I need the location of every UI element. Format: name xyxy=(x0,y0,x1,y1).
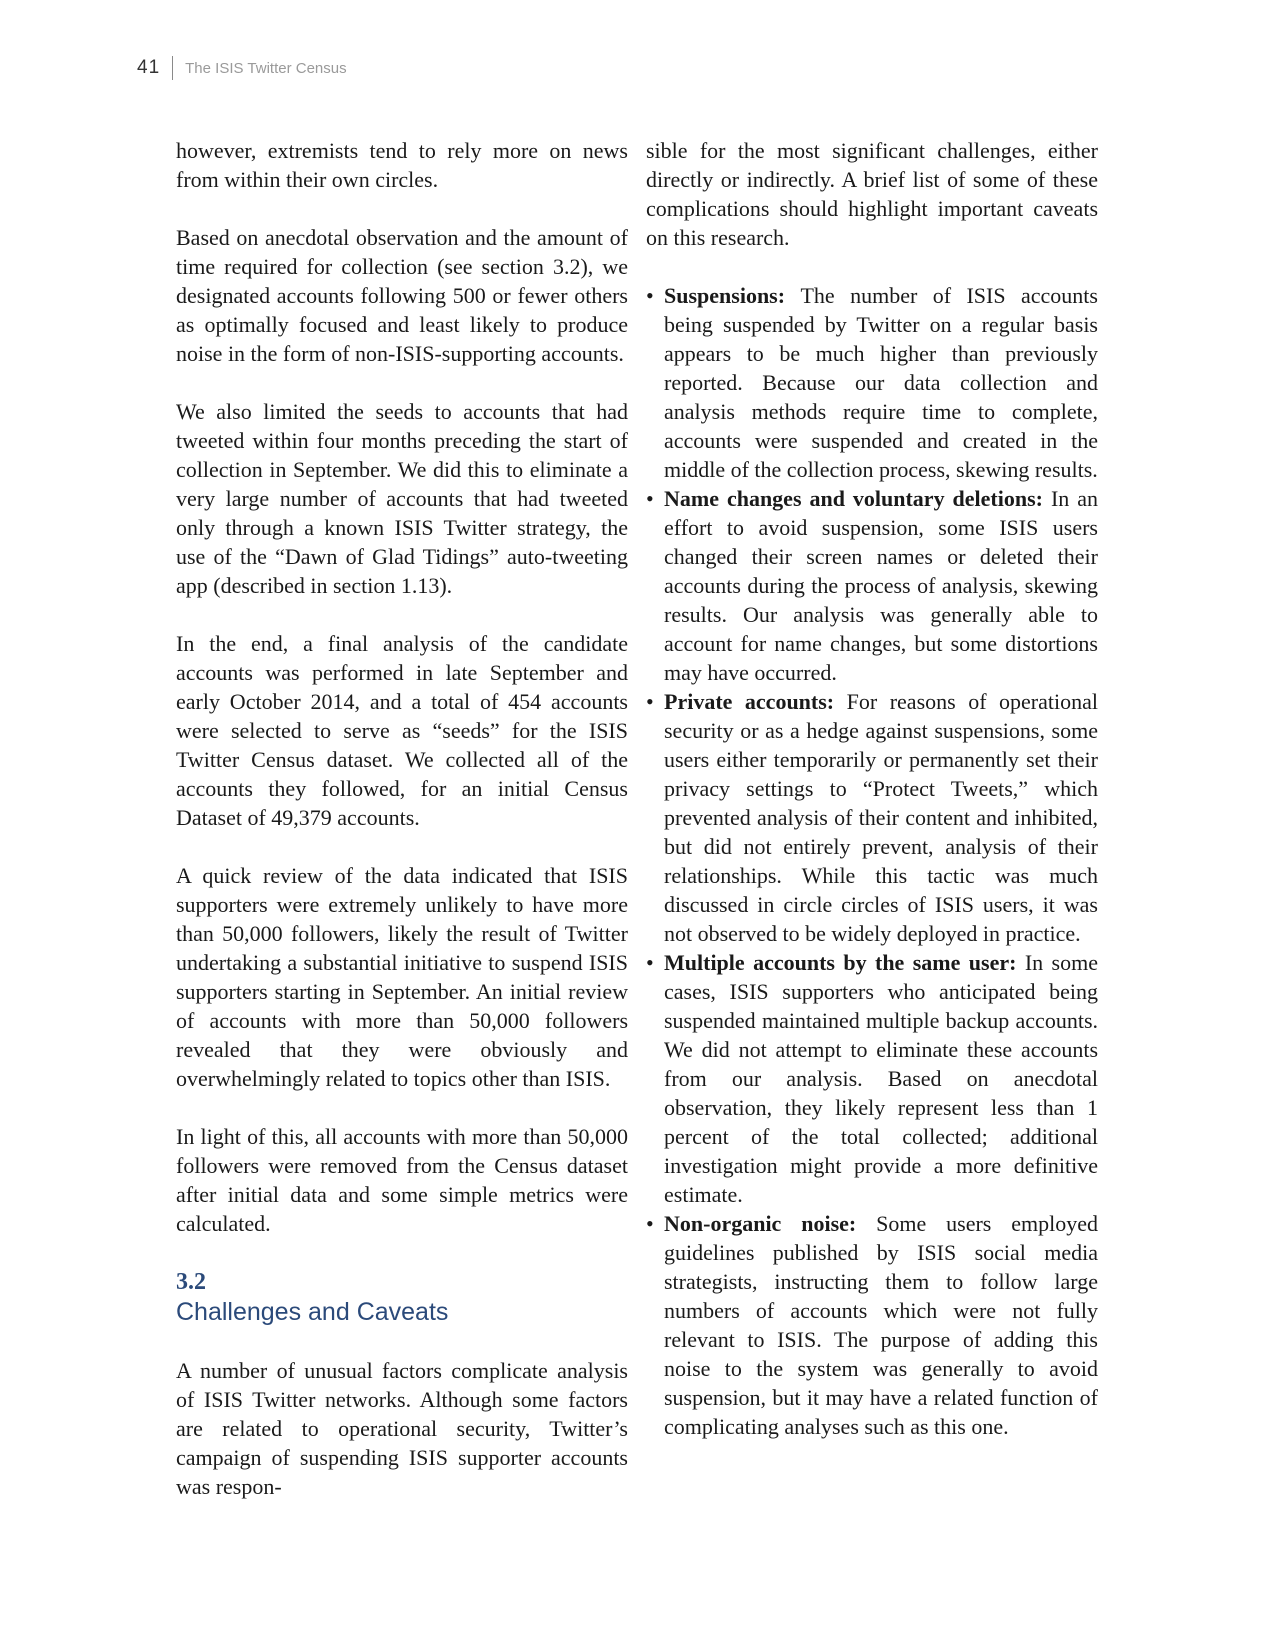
bullet-icon: • xyxy=(646,950,654,975)
bullet-icon: • xyxy=(646,689,654,714)
list-item xyxy=(646,948,1098,1209)
right-column xyxy=(646,136,1098,1441)
paragraph: In light of this, all accounts with more than 50,000 followers were removed from the Census dataset after initial data and some simple metrics were calculated. xyxy=(176,1124,628,1236)
caveats-list xyxy=(646,281,1098,1441)
paragraph: In the end, a final analysis of the candidate accounts was performed in late September and early October 2014, and a total of 454 accounts were selected to serve as “seeds” for the ISIS Twitter Census dataset. We collected all of the accounts they followed, for an initial Census Dataset of 49,379 accounts. xyxy=(176,631,628,830)
paragraph: We also limited the seeds to accounts that had tweeted within four months preceding the start of collection in September. We did this to eliminate a very large number of accounts that had tweeted only through a known ISIS Twitter strategy, the use of the “Dawn of Glad Tidings” auto-tweeting app (described in section 1.13). xyxy=(176,399,628,598)
list-item xyxy=(646,1209,1098,1441)
section-number: 3.2 xyxy=(176,1269,206,1295)
list-item-term: Suspensions: xyxy=(664,283,801,308)
bullet-icon: • xyxy=(646,1211,654,1236)
paragraph: A quick review of the data indicated that ISIS supporters were extremely unlikely to have more than 50,000 followers, likely the result of Twitter undertaking a substantial initiative to suspend ISIS supporters starting in September. An initial review of accounts with more than 50,000 followers revealed that they were obviously and overwhelmingly related to topics other than ISIS. xyxy=(176,863,628,1091)
list-item-text: In some cases, ISIS supporters who anticipated being suspended maintained multiple backup accounts. We did not attempt to eliminate these accounts from our analysis. Based on anecdotal observation, they likely represent less than 1 percent of the total collected; additional investigation might provide a more definitive estimate. xyxy=(664,950,1098,1207)
bullet-icon: • xyxy=(646,283,654,308)
list-item-text: Some users employed guidelines published by ISIS social media strategists, instructing them to follow large numbers of accounts which were not fully relevant to ISIS. The purpose of adding this noise to the system was generally to avoid suspension, but it may have a related function of complicating analyses such as this one. xyxy=(664,1211,1098,1439)
paragraph: Based on anecdotal observation and the amount of time required for collection (see section 3.2), we designated accounts following 500 or fewer others as optimally focused and least likely to produce noise in the form of non-ISIS-supporting accounts. xyxy=(176,225,628,366)
section-title: Challenges and Caveats xyxy=(176,1298,449,1326)
list-item-term: Name changes and voluntary deletions: xyxy=(664,486,1051,511)
list-item xyxy=(646,687,1098,948)
bullet-icon: • xyxy=(646,486,654,511)
list-item-text: In an effort to avoid suspension, some ISIS users changed their screen names or deleted their accounts during the process of analysis, skewing results. Our analysis was generally able to account for name changes, but some distortions may have occurred. xyxy=(664,486,1099,685)
list-item-text: For reasons of operational security or as a hedge against suspensions, some users either temporarily or permanently set their privacy settings to “Protect Tweets,” which prevented analysis of their content and inhibited, but did not entirely prevent, analysis of their relationships. While this tactic was much discussed in circle circles of ISIS users, it was not observed to be widely deployed in practice. xyxy=(664,689,1098,946)
header-divider xyxy=(172,56,173,80)
list-item xyxy=(646,281,1098,484)
list-item-term: Non-organic noise: xyxy=(664,1211,877,1236)
paragraph: however, extremists tend to rely more on news from within their own circles. xyxy=(176,138,628,192)
running-title: The ISIS Twitter Census xyxy=(185,59,347,77)
page-number: 41 xyxy=(137,57,161,78)
section-intro-paragraph: A number of unusual factors complicate analysis of ISIS Twitter networks. Although some factors are related to operational security, Twitter’s campaign of suspending ISIS supporter accounts was respon- xyxy=(176,1358,628,1499)
list-item xyxy=(646,484,1098,687)
list-item-term: Private accounts: xyxy=(664,689,847,714)
page-header xyxy=(137,54,347,82)
left-column xyxy=(176,136,628,1501)
continued-paragraph: sible for the most significant challenges, either directly or indirectly. A brief list of some of these complications should highlight important caveats on this research. xyxy=(646,138,1098,250)
list-item-text: The number of ISIS accounts being suspended by Twitter on a regular basis appears to be much higher than previously reported. Because our data collection and analysis methods require time to complete, accounts were suspended and created in the middle of the collection process, skewing results. xyxy=(664,283,1098,482)
list-item-term: Multiple accounts by the same user: xyxy=(664,950,1025,975)
